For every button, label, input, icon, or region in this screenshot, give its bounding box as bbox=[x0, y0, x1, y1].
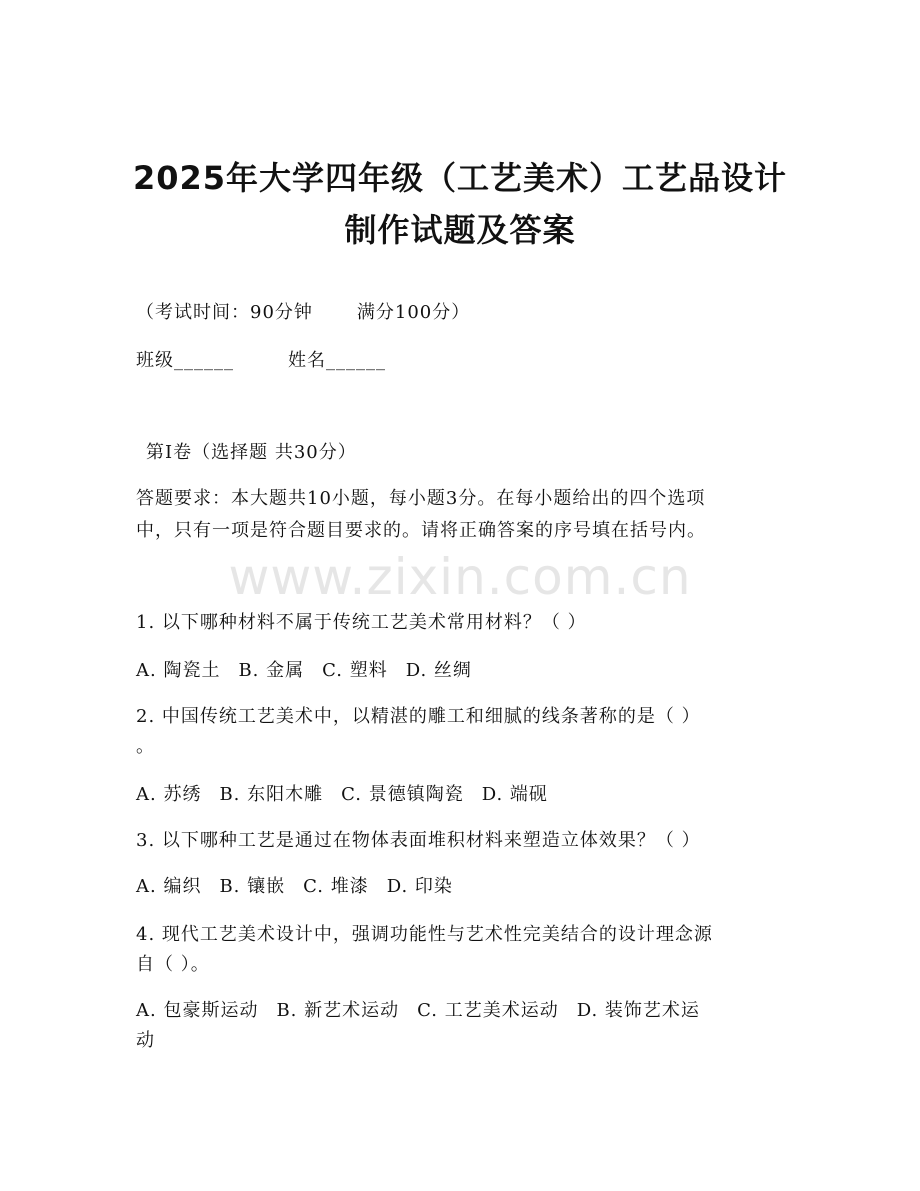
option-a: A. 包豪斯运动 bbox=[136, 1000, 259, 1021]
question-4: 4. 现代工艺美术设计中，强调功能性与艺术性完美结合的设计理念源 bbox=[136, 924, 713, 945]
option-a: A. 编织 bbox=[136, 876, 202, 897]
title-line-2: 制作试题及答案 bbox=[344, 211, 576, 249]
option-a: A. 陶瓷土 bbox=[136, 660, 221, 681]
exam-info bbox=[136, 298, 786, 328]
watermark: www.zixin.com.cn bbox=[228, 548, 692, 606]
option-b: B. 东阳木雕 bbox=[219, 784, 324, 805]
exam-time: （考试时间：90分钟 bbox=[136, 302, 313, 323]
option-c: C. 堆漆 bbox=[303, 876, 369, 897]
question-2-cont: 。 bbox=[136, 736, 155, 757]
question-2: 2. 中国传统工艺美术中，以精湛的雕工和细腻的线条著称的是（ ） bbox=[136, 706, 701, 727]
class-field: 班级______ bbox=[136, 350, 234, 371]
option-c: C. 工艺美术运动 bbox=[417, 1000, 559, 1021]
option-b: B. 金属 bbox=[238, 660, 305, 681]
title-line-1: 2025年大学四年级（工艺美术）工艺品设计 bbox=[132, 159, 788, 197]
option-d: D. 丝绸 bbox=[405, 660, 472, 681]
question-2-options bbox=[136, 780, 786, 810]
exam-score: 满分100分） bbox=[356, 302, 471, 323]
option-b: B. 新艺术运动 bbox=[276, 1000, 400, 1021]
instructions-line-2: 中，只有一项是符合题目要求的。请将正确答案的序号填在括号内。 bbox=[136, 520, 706, 541]
section-heading: 第I卷（选择题 共30分） bbox=[146, 442, 357, 463]
name-field: 姓名______ bbox=[288, 350, 386, 371]
student-fields bbox=[136, 346, 786, 376]
option-d: D. 端砚 bbox=[481, 784, 548, 805]
option-d: D. 装饰艺术运 bbox=[576, 1000, 700, 1021]
option-c: C. 景德镇陶瓷 bbox=[341, 784, 464, 805]
option-b: B. 镶嵌 bbox=[219, 876, 286, 897]
instructions-line-1: 答题要求：本大题共10小题，每小题3分。在每小题给出的四个选项 bbox=[136, 488, 706, 509]
question-3-options bbox=[136, 872, 786, 902]
question-1-options bbox=[136, 656, 786, 686]
question-4-cont: 自（ ）。 bbox=[136, 954, 210, 975]
question-1: 1. 以下哪种材料不属于传统工艺美术常用材料？（ ） bbox=[136, 612, 587, 633]
question-3: 3. 以下哪种工艺是通过在物体表面堆积材料来塑造立体效果？（ ） bbox=[136, 830, 701, 851]
question-4-options-cont: 动 bbox=[136, 1030, 155, 1051]
option-d: D. 印染 bbox=[386, 876, 453, 897]
page-title bbox=[60, 152, 860, 256]
option-a: A. 苏绣 bbox=[136, 784, 202, 805]
question-4-options bbox=[136, 996, 786, 1026]
option-c: C. 塑料 bbox=[322, 660, 388, 681]
